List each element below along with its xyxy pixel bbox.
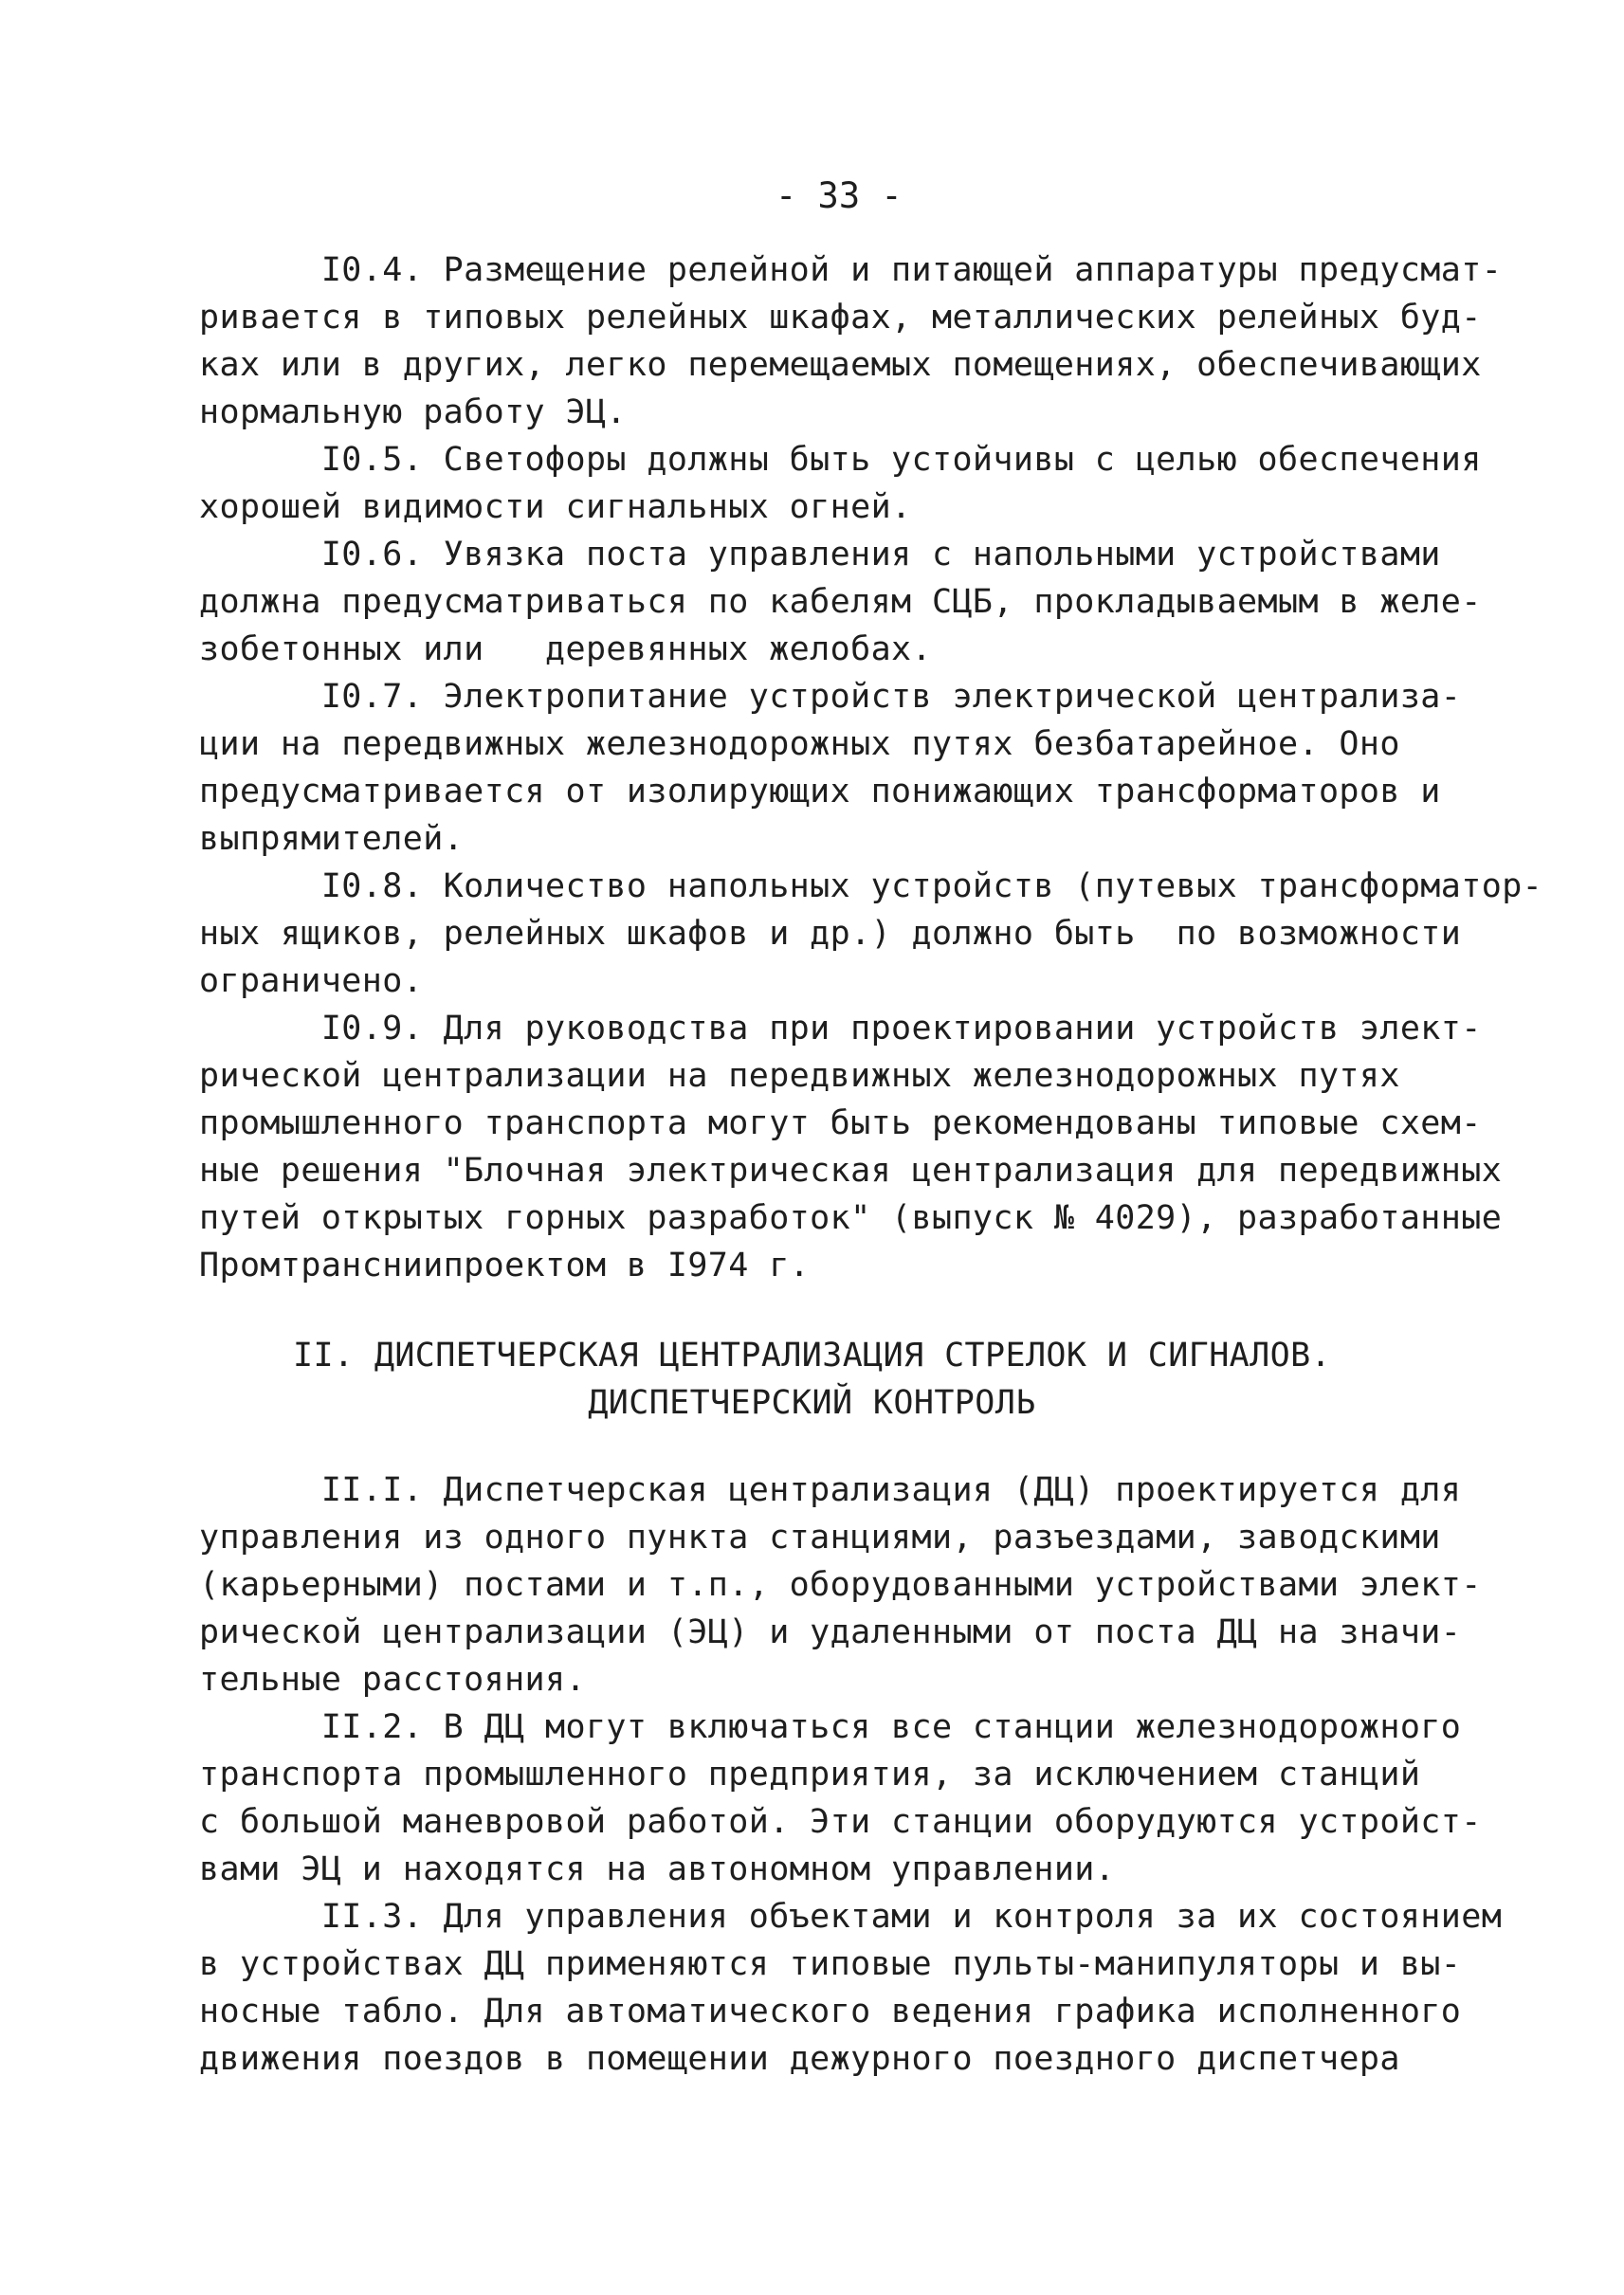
page-number: - 33 - <box>776 175 903 216</box>
text-line: хорошей видимости сигнальных огней. <box>199 488 912 526</box>
text-line: I0.4. Размещение релейной и питающей аппаратуры предусмат- <box>199 251 1503 289</box>
text-line: I0.7. Электропитание устройств электрической централиза- <box>199 678 1462 716</box>
text-line: носные табло. Для автоматического ведения графика исполненного <box>199 1993 1462 2031</box>
text-line: вами ЭЦ и находятся на автономном управлении. <box>199 1850 1116 1888</box>
text-line: II.2. В ДЦ могут включаться все станции железнодорожного <box>199 1708 1462 1746</box>
text-line: II.3. Для управления объектами и контроля за их состоянием <box>199 1898 1503 1936</box>
text-line: выпрямителей. <box>199 820 465 858</box>
text-line: в устройствах ДЦ применяются типовые пульты-манипуляторы и вы- <box>199 1945 1462 1983</box>
text-line: движения поездов в помещении дежурного поездного диспетчера <box>199 2040 1400 2078</box>
text-line: нормальную работу ЭЦ. <box>199 393 627 431</box>
text-line: путей открытых горных разработок" (выпуск № 4029), разработанные <box>199 1199 1503 1237</box>
text-line: II.I. Диспетчерская централизация (ДЦ) проектируется для <box>199 1471 1462 1509</box>
section-heading-line-2: ДИСПЕТЧЕРСКИЙ КОНТРОЛЬ <box>588 1384 1036 1422</box>
text-line: ные решения "Блочная электрическая централизация для передвижных <box>199 1152 1503 1190</box>
text-line: управления из одного пункта станциями, разъездами, заводскими <box>199 1519 1441 1557</box>
text-line: с большой маневровой работой. Эти станции оборудуются устройст- <box>199 1803 1482 1841</box>
text-line: зобетонных или деревянных желобах. <box>199 630 932 668</box>
text-line: предусматривается от изолирующих понижающих трансформаторов и <box>199 773 1441 811</box>
section-heading-line-1: II. ДИСПЕТЧЕРСКАЯ ЦЕНТРАЛИЗАЦИЯ СТРЕЛОК И СИГНАЛОВ. <box>292 1337 1332 1375</box>
text-line: ограничено. <box>199 962 424 1000</box>
text-line: ривается в типовых релейных шкафах, металлических релейных буд- <box>199 299 1482 337</box>
text-line: I0.5. Светофоры должны быть устойчивы с целью обеспечения <box>199 441 1482 479</box>
text-line: (карьерными) постами и т.п., оборудованными устройствами элект- <box>199 1566 1482 1604</box>
text-line: Промтрансниипроектом в I974 г. <box>199 1247 811 1284</box>
text-line: ках или в других, легко перемещаемых помещениях, обеспечивающих <box>199 346 1482 384</box>
text-line: I0.9. Для руководства при проектировании устройств элект- <box>199 1010 1482 1047</box>
text-line: ции на передвижных железнодорожных путях безбатарейное. Оно <box>199 725 1400 763</box>
text-line: I0.6. Увязка поста управления с напольными устройствами <box>199 536 1441 574</box>
text-line: должна предусматриваться по кабелям СЦБ, прокладываемым в желе- <box>199 583 1482 621</box>
text-line: тельные расстояния. <box>199 1661 586 1699</box>
text-line: промышленного транспорта могут быть рекомендованы типовые схем- <box>199 1104 1482 1142</box>
text-line: рической централизации (ЭЦ) и удаленными от поста ДЦ на значи- <box>199 1613 1462 1651</box>
text-line: I0.8. Количество напольных устройств (путевых трансформатор- <box>199 867 1543 905</box>
text-line: ных ящиков, релейных шкафов и др.) должно быть по возможности <box>199 915 1462 953</box>
text-line: транспорта промышленного предприятия, за исключением станций <box>199 1756 1421 1794</box>
text-line: рической централизации на передвижных железнодорожных путях <box>199 1057 1400 1095</box>
